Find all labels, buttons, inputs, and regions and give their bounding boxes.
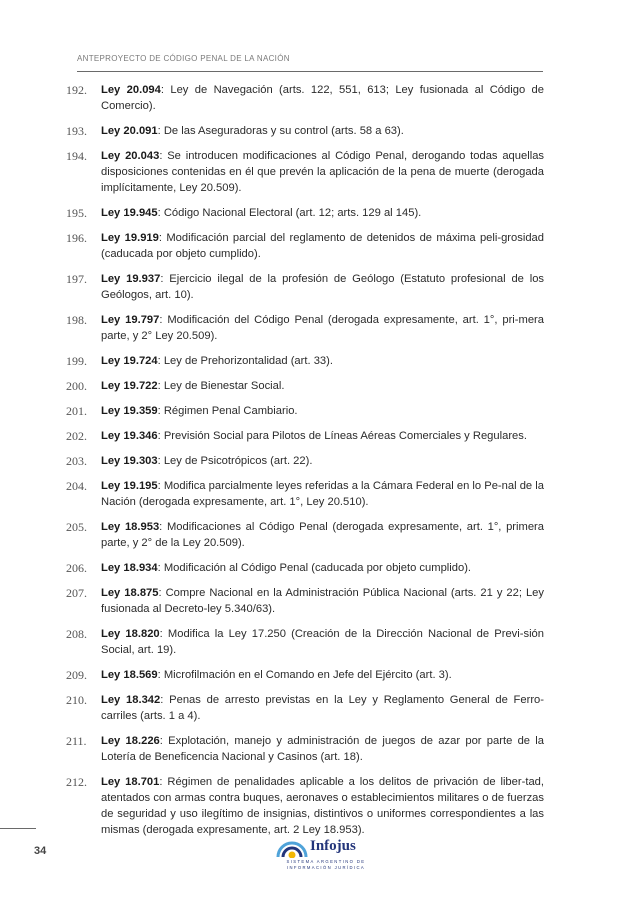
entry-number: 193. [66, 124, 87, 138]
entry-number: 210. [66, 693, 87, 707]
list-item [66, 692, 544, 724]
law-name: Ley 20.043 [101, 150, 160, 162]
law-name: Ley 19.937 [101, 273, 161, 285]
page-number: 34 [34, 845, 47, 857]
list-item [66, 353, 544, 369]
law-name: Ley 18.934 [101, 562, 158, 574]
law-description: : Se introducen modificaciones al Código Penal, derogando todas aquellas disposiciones contenidas en él que prevén la aplicación de la pena de muerte (derogada implícitamente, Ley 20.509). [101, 150, 545, 194]
law-description: : Modificación al Código Penal (caducada por objeto cumplido). [157, 562, 472, 574]
entry-number: 205. [66, 520, 87, 534]
entry-number: 209. [66, 668, 87, 682]
list-item [66, 82, 544, 114]
law-name: Ley 19.919 [101, 232, 159, 244]
logo-subtitle-line-2: INFORMACIÓN JURÍDICA [286, 865, 366, 870]
law-list [66, 82, 544, 847]
law-description: : Modificaciones al Código Penal (derogada expresamente, art. 1°, primera parte, y 2° de la Ley 20.509). [101, 521, 544, 549]
law-description: : Ley de Psicotrópicos (art. 22). [157, 455, 313, 467]
law-name: Ley 19.359 [101, 405, 158, 417]
law-description: : Régimen de penalidades aplicable a los delitos de privación de liber-tad, atentados con armas contra buques, aeronaves o establecimientos militares o de fuerzas de seguridad y uso ilegítimo de insignias, distintivos o uniformes correspondientes a las mismas (derogada expresamente, art. 2 Ley 18.953). [101, 776, 544, 836]
entry-number: 208. [66, 627, 87, 641]
entry-number: 203. [66, 454, 87, 468]
law-name: Ley 19.797 [101, 314, 160, 326]
entry-number: 195. [66, 206, 87, 220]
list-item [66, 403, 544, 419]
law-name: Ley 20.091 [101, 125, 158, 137]
list-item [66, 774, 544, 838]
law-name: Ley 19.303 [101, 455, 158, 467]
law-description: : Penas de arresto previstas en la Ley y Reglamento General de Ferro-carriles (arts. 1 a 4). [101, 694, 545, 722]
law-description: : Ejercicio ilegal de la profesión de Geólogo (Estatuto profesional de los Geólogos, art. 10). [101, 273, 545, 301]
running-header: ANTEPROYECTO DE CÓDIGO PENAL DE LA NACIÓN [77, 54, 290, 63]
law-name: Ley 19.724 [101, 355, 158, 367]
entry-number: 200. [66, 379, 87, 393]
law-description: : Modifica parcialmente leyes referidas a la Cámara Federal en lo Pe-nal de la Nación (derogada expresamente, art. 1°, Ley 20.510). [101, 480, 544, 508]
list-item [66, 271, 544, 303]
list-item [66, 428, 544, 444]
entry-number: 206. [66, 561, 87, 575]
law-name: Ley 18.875 [101, 587, 159, 599]
entry-number: 202. [66, 429, 87, 443]
list-item [66, 519, 544, 551]
list-item [66, 123, 544, 139]
law-name: Ley 18.342 [101, 694, 161, 706]
law-description: : Ley de Prehorizontalidad (art. 33). [157, 355, 333, 367]
header-divider [77, 71, 543, 72]
logo-subtitle-line-1: SISTEMA ARGENTINO DE [286, 859, 366, 864]
infojus-logo [276, 838, 376, 874]
entry-number: 207. [66, 586, 87, 600]
law-description: : Microfilmación en el Comando en Jefe del Ejército (art. 3). [157, 669, 452, 681]
entry-number: 201. [66, 404, 87, 418]
law-name: Ley 18.953 [101, 521, 160, 533]
law-description: : Modifica la Ley 17.250 (Creación de la Dirección Nacional de Previ-sión Social, art. 19). [101, 628, 544, 656]
list-item [66, 667, 544, 683]
list-item [66, 478, 544, 510]
law-description: : Modificación del Código Penal (derogada expresamente, art. 1°, pri-mera parte, y 2° Ley 20.509). [101, 314, 544, 342]
law-name: Ley 19.945 [101, 207, 158, 219]
entry-number: 194. [66, 149, 87, 163]
entry-number: 211. [66, 734, 87, 748]
list-item [66, 626, 544, 658]
law-description: : Compre Nacional en la Administración Pública Nacional (arts. 21 y 22; Ley fusionada al Decreto-ley 5.340/63). [101, 587, 544, 615]
logo-subtitle [276, 859, 376, 871]
entry-number: 204. [66, 479, 87, 493]
law-name: Ley 19.195 [101, 480, 158, 492]
law-description: : Explotación, manejo y administración de juegos de azar por parte de la Lotería de Beneficencia Nacional y Casinos (art. 18). [101, 735, 544, 763]
law-name: Ley 20.094 [101, 84, 161, 96]
law-description: : Previsión Social para Pilotos de Líneas Aéreas Comerciales y Regulares. [157, 430, 527, 442]
list-item [66, 205, 544, 221]
entry-number: 199. [66, 354, 87, 368]
list-item [66, 733, 544, 765]
law-description: : De las Aseguradoras y su control (arts. 58 a 63). [157, 125, 404, 137]
law-name: Ley 18.226 [101, 735, 160, 747]
law-description: : Ley de Bienestar Social. [157, 380, 285, 392]
entry-number: 212. [66, 775, 87, 789]
entry-number: 198. [66, 313, 87, 327]
entry-number: 192. [66, 83, 87, 97]
law-description: : Ley de Navegación (arts. 122, 551, 613; Ley fusionada al Código de Comercio). [101, 84, 544, 112]
law-description: : Régimen Penal Cambiario. [157, 405, 298, 417]
entry-number: 197. [66, 272, 87, 286]
footer-divider [0, 828, 36, 829]
list-item [66, 148, 544, 196]
law-name: Ley 18.701 [101, 776, 160, 788]
entry-number: 196. [66, 231, 87, 245]
list-item [66, 560, 544, 576]
list-item [66, 312, 544, 344]
list-item [66, 230, 544, 262]
logo-wordmark: Infojus [310, 838, 356, 854]
law-name: Ley 18.569 [101, 669, 158, 681]
law-name: Ley 18.820 [101, 628, 160, 640]
list-item [66, 378, 544, 394]
law-name: Ley 19.346 [101, 430, 158, 442]
infojus-sun-icon [276, 840, 308, 858]
law-description: : Modificación parcial del reglamento de detenidos de máxima peli-grosidad (caducada por objeto cumplido). [101, 232, 544, 260]
law-name: Ley 19.722 [101, 380, 158, 392]
law-description: : Código Nacional Electoral (art. 12; arts. 129 al 145). [157, 207, 422, 219]
list-item [66, 453, 544, 469]
list-item [66, 585, 544, 617]
